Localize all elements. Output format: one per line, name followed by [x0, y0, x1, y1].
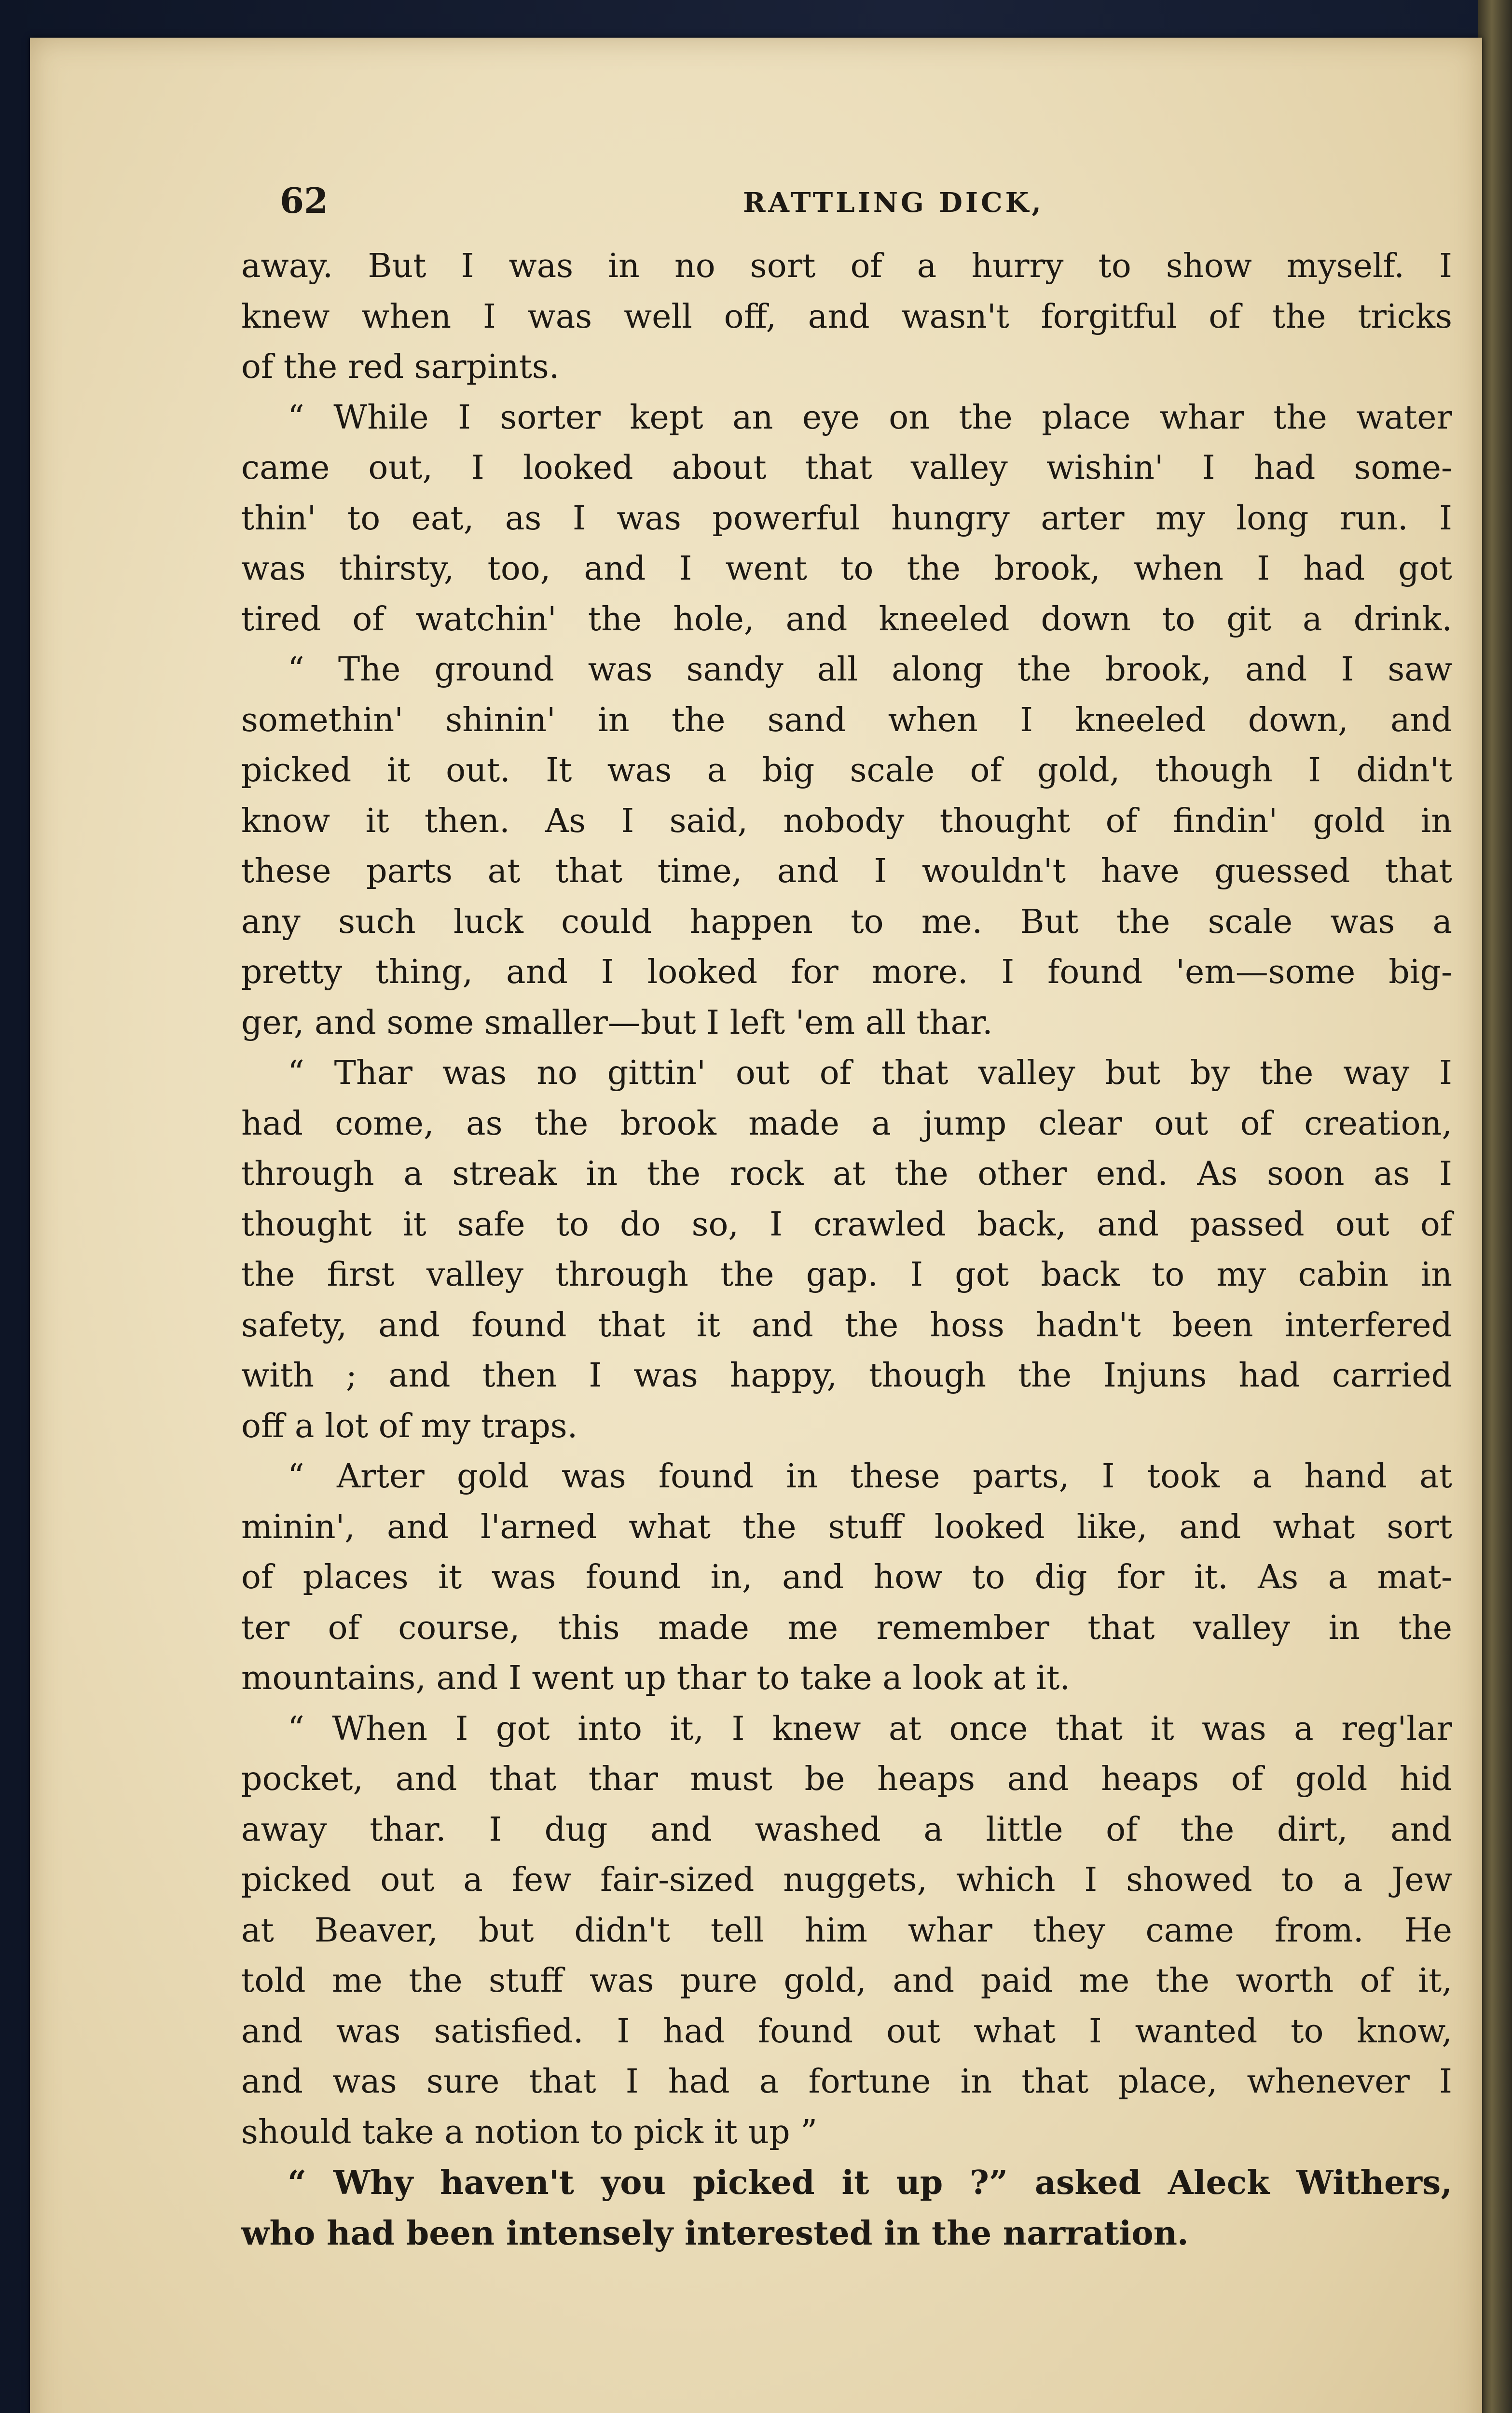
- text-line: through a streak in the rock at the other end. As soon as I: [241, 1155, 1452, 1193]
- text-line: any such luck could happen to me. But the scale was a: [241, 902, 1452, 941]
- text-line: “ Thar was no gittin' out of that valley but by the way I: [288, 1054, 1452, 1092]
- text-line: off a lot of my traps.: [241, 1407, 578, 1445]
- text-line: should take a notion to pick it up ”: [241, 2113, 818, 2151]
- text-line: the first valley through the gap. I got back to my cabin in: [241, 1256, 1452, 1294]
- running-head: RATTLING DICK,: [743, 187, 1044, 219]
- text-line: who had been intensely interested in the narration.: [241, 2214, 1189, 2253]
- text-line: picked it out. It was a big scale of gold, though I didn't: [241, 751, 1452, 790]
- text-line: of the red sarpints.: [241, 348, 560, 386]
- text-line: ger, and some smaller—but I left 'em all thar.: [241, 1003, 993, 1042]
- text-line: and was satisfied. I had found out what I wanted to know,: [241, 2012, 1452, 2051]
- text-line: knew when I was well off, and wasn't forgitful of the tricks: [241, 297, 1452, 336]
- text-line: told me the stuff was pure gold, and paid me the worth of it,: [241, 1962, 1452, 2000]
- body-text: [241, 241, 1452, 2259]
- text-line: of places it was found in, and how to dig for it. As a mat-: [241, 1558, 1452, 1596]
- text-line: “ While I sorter kept an eye on the place whar the water: [288, 398, 1452, 437]
- text-line: tired of watchin' the hole, and kneeled down to git a drink.: [241, 600, 1452, 638]
- text-line: “ When I got into it, I knew at once that it was a reg'lar: [288, 1709, 1452, 1748]
- text-line: mountains, and I went up thar to take a look at it.: [241, 1659, 1070, 1697]
- text-line: “ Why haven't you picked it up ?” asked Aleck Withers,: [288, 2163, 1452, 2202]
- text-line: pocket, and that thar must be heaps and heaps of gold hid: [241, 1760, 1452, 1798]
- text-line: know it then. As I said, nobody thought of findin' gold in: [241, 802, 1452, 840]
- text-line: at Beaver, but didn't tell him whar they came from. He: [241, 1911, 1452, 1950]
- page-number: 62: [280, 180, 329, 221]
- text-line: and was sure that I had a fortune in that place, whenever I: [241, 2063, 1452, 2101]
- text-line: had come, as the brook made a jump clear out of creation,: [241, 1104, 1452, 1143]
- text-line: “ Arter gold was found in these parts, I took a hand at: [288, 1457, 1452, 1496]
- text-line: came out, I looked about that valley wishin' I had some-: [241, 449, 1452, 487]
- text-line: ter of course, this made me remember that valley in the: [241, 1609, 1452, 1647]
- text-line: away thar. I dug and washed a little of the dirt, and: [241, 1810, 1452, 1849]
- text-line: somethin' shinin' in the sand when I kneeled down, and: [241, 701, 1452, 739]
- page-header: [280, 180, 1462, 228]
- text-line: “ The ground was sandy all along the brook, and I saw: [288, 651, 1452, 689]
- text-line: thin' to eat, as I was powerful hungry arter my long run. I: [241, 499, 1452, 538]
- text-line: with ; and then I was happy, though the Injuns had carried: [241, 1357, 1452, 1395]
- text-line: thought it safe to do so, I crawled back, and passed out of: [241, 1205, 1452, 1244]
- book-spine-edge: [1478, 0, 1512, 2413]
- text-line: safety, and found that it and the hoss hadn't been interfered: [241, 1306, 1452, 1345]
- text-line: these parts at that time, and I wouldn't have guessed that: [241, 852, 1452, 890]
- text-line: picked out a few fair-sized nuggets, which I showed to a Jew: [241, 1861, 1452, 1899]
- text-line: minin', and l'arned what the stuff looked like, and what sort: [241, 1508, 1452, 1546]
- text-line: pretty thing, and I looked for more. I found 'em—some big-: [241, 953, 1452, 991]
- text-line: away. But I was in no sort of a hurry to show myself. I: [241, 247, 1452, 285]
- text-line: was thirsty, too, and I went to the brook, when I had got: [241, 550, 1452, 588]
